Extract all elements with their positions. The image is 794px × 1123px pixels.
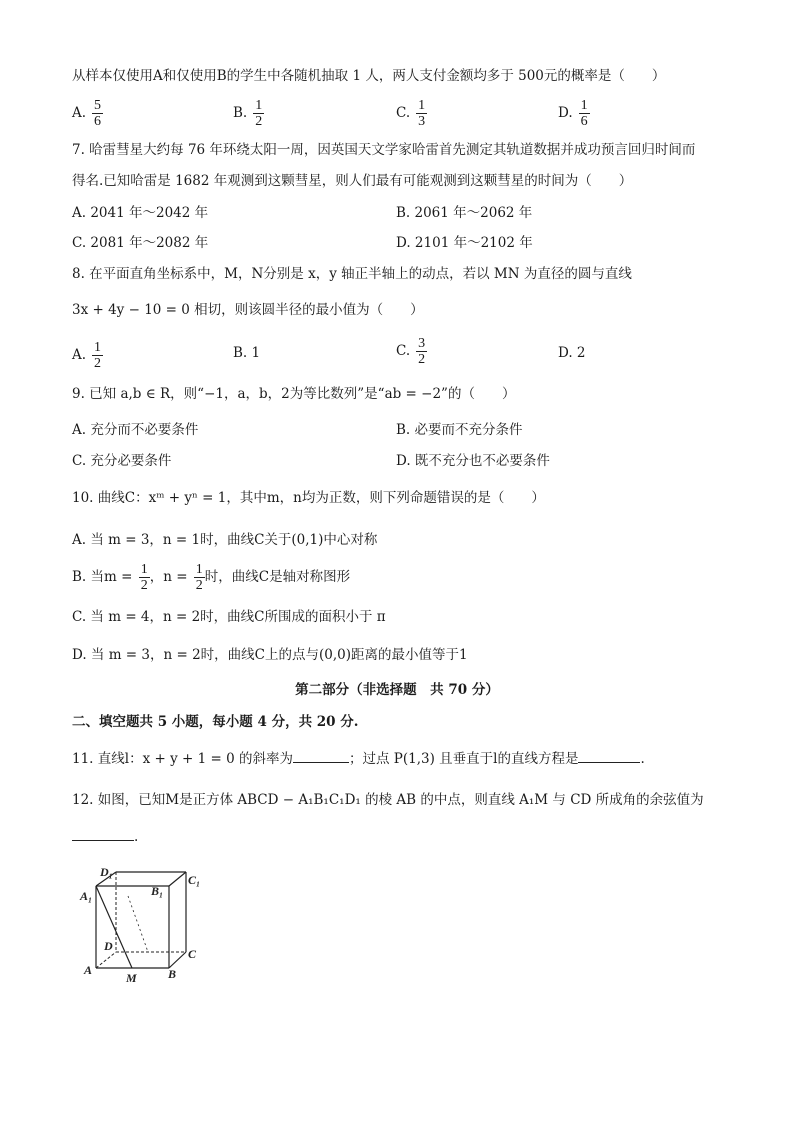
part-two-heading: 第二部分（非选择题 共 70 分） [295, 682, 499, 698]
q6-option-b[interactable]: B. $\frac{1}{2}$ [233, 98, 263, 129]
cube-figure [76, 864, 216, 988]
q10-option-b[interactable]: B. 当m = $\frac{1}{2}$ ，n = $\frac{1}{2}$ 时，曲线C是轴对称图形 [72, 562, 351, 593]
q6-stem: 从样本仅使用A和仅使用B的学生中各随机抽取 1 人，两人支付金额均多于 500元的概率是（ ） [72, 68, 666, 84]
label-c1: C₁ [188, 873, 201, 887]
q11-blank-1[interactable] [293, 748, 349, 763]
label-a: A [84, 963, 93, 977]
q8-option-a[interactable]: A. $\frac{1}{2}$ [72, 340, 102, 371]
label-d: D [104, 939, 113, 953]
q8-option-b[interactable]: B. 1 [233, 345, 261, 361]
q9-option-b[interactable]: B. 必要而不充分条件 [396, 422, 523, 438]
q9-stem: 9. 已知 a,b ∈ R，则“−1，a，b，2为等比数列”是“ab = −2”的（ ） [72, 386, 516, 402]
q7-option-a[interactable]: A. 2041 年～2042 年 [72, 205, 209, 221]
label-d1: D₁ [100, 865, 113, 879]
q7-stem-line1: 7. 哈雷彗星大约每 76 年环绕太阳一周，因英国天文学家哈雷首先测定其轨道数据并成功预言回归时间而 [72, 142, 696, 158]
q8-stem-line2: 3x + 4y − 10 = 0 相切，则该圆半径的最小值为（ ） [72, 302, 424, 318]
q9-option-a[interactable]: A. 充分而不必要条件 [72, 422, 199, 438]
q11-blank-2[interactable] [578, 748, 640, 763]
label-b1: B₁ [151, 884, 164, 898]
q10-option-a[interactable]: A. 当 m = 3，n = 1时，曲线C关于(0,1)中心对称 [72, 532, 378, 548]
q10-option-c[interactable]: C. 当 m = 4，n = 2时，曲线C所围成的面积小于 π [72, 609, 386, 625]
label-m: M [126, 971, 137, 985]
q9-option-d[interactable]: D. 既不充分也不必要条件 [396, 453, 550, 469]
q8-option-c[interactable]: C. $\frac{3}{2}$ [396, 336, 426, 367]
section-two-heading: 二、填空题共 5 小题，每小题 4 分，共 20 分. [72, 714, 359, 730]
q8-option-d[interactable]: D. 2 [558, 345, 586, 361]
q6-option-d[interactable]: D. $\frac{1}{6}$ [558, 98, 588, 129]
q6-option-c[interactable]: C. $\frac{1}{3}$ [396, 98, 426, 129]
q12-blank[interactable] [72, 826, 134, 841]
label-b: B [168, 967, 177, 981]
q11-stem: 11. 直线l：x + y + 1 = 0 的斜率为 ；过点 P(1,3) 且垂直于l的直线方程是 . [72, 748, 645, 769]
q12-stem-line2: . [72, 826, 138, 847]
q7-stem-line2: 得名.已知哈雷是 1682 年观测到这颗彗星，则人们最有可能观测到这颗彗星的时间为（ ） [72, 173, 633, 189]
q7-option-b[interactable]: B. 2061 年～2062 年 [396, 205, 533, 221]
q9-option-c[interactable]: C. 充分必要条件 [72, 453, 172, 469]
q7-option-c[interactable]: C. 2081 年～2082 年 [72, 235, 209, 251]
q6-option-a[interactable]: A. $\frac{5}{6}$ [72, 98, 102, 129]
label-c: C [188, 947, 197, 961]
q8-stem-line1: 8. 在平面直角坐标系中，M，N分别是 x，y 轴正半轴上的动点，若以 MN 为直径的圆与直线 [72, 266, 632, 282]
q12-stem-line1: 12. 如图，已知M是正方体 ABCD − A₁B₁C₁D₁ 的棱 AB 的中点，则直线 A₁M 与 CD 所成角的余弦值为 [72, 792, 704, 808]
q10-stem: 10. 曲线C：xᵐ + yⁿ = 1，其中m，n均为正数，则下列命题错误的是（ ） [72, 490, 545, 506]
q7-option-d[interactable]: D. 2101 年～2102 年 [396, 235, 533, 251]
label-a1: A₁ [80, 889, 93, 903]
q10-option-d[interactable]: D. 当 m = 3，n = 2时，曲线C上的点与(0,0)距离的最小值等于1 [72, 647, 468, 663]
